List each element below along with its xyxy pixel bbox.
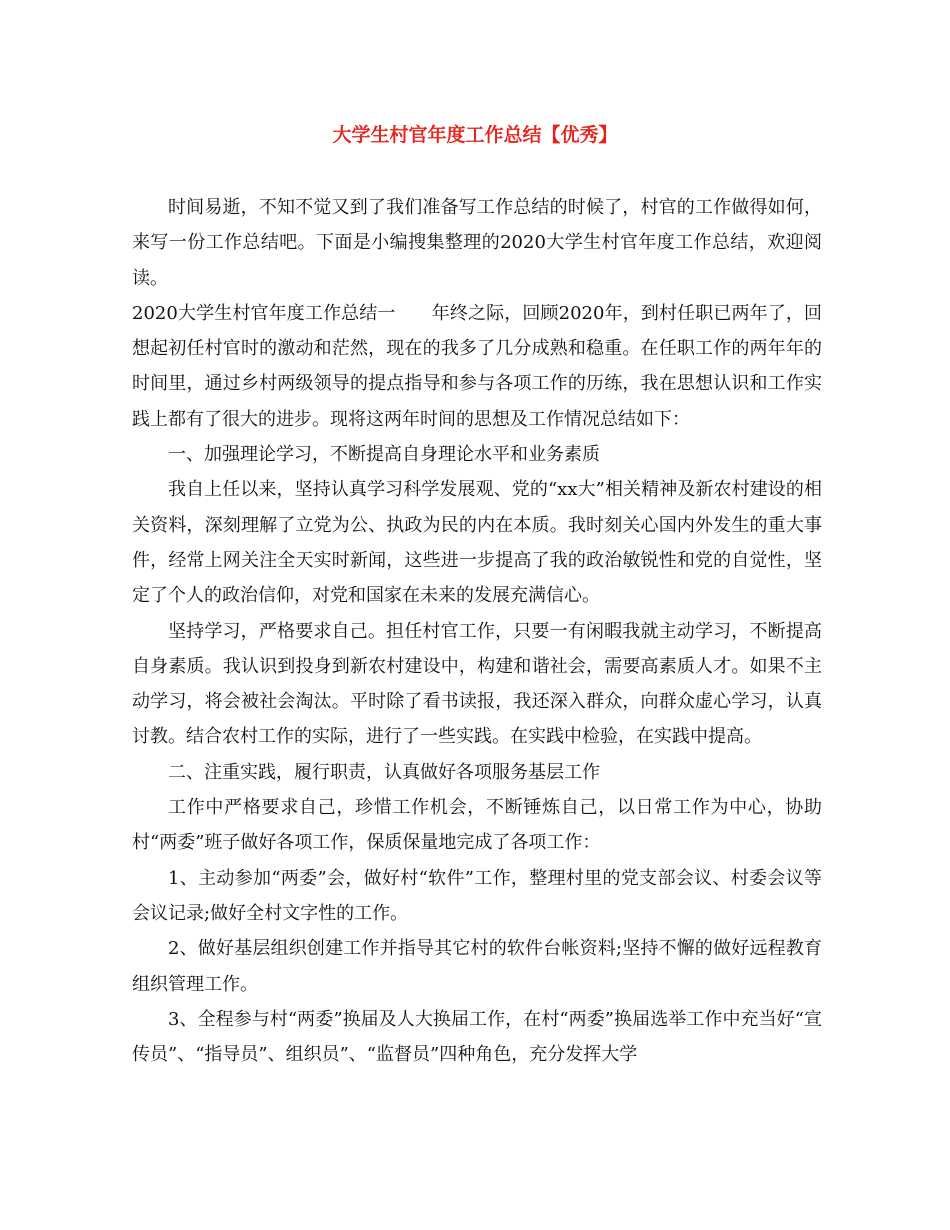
document-title: 大学生村官年度工作总结【优秀】 — [332, 124, 618, 146]
paragraph-study: 我自上任以来，坚持认真学习科学发展观、党的“xx大”相关精神及新农村建设的相关资料，深刻理解了立党为公、执政为民的内在本质。我时刻关心国内外发生的重大事件，经常上网关注全天实时新闻，这些进一步提高了我的政治敏锐性和党的自觉性，坚定了个人的政治信仰，对党和国家在未来的发展充满信心。 — [132, 479, 822, 607]
list-item-3: 3、全程参与村“两委”换届及人大换届工作，在村“两委”换届选举工作中充当好“宣传员”、“指导员”、组织员”、“监督员”四种角色，充分发挥大学 — [132, 1008, 822, 1066]
paragraph-intro: 时间易逝，不知不觉又到了我们准备写工作总结的时候了，村官的工作做得如何，来写一份工作总结吧。下面是小编搜集整理的2020大学生村官年度工作总结，欢迎阅读。 — [132, 197, 822, 289]
paragraph-summary-one: 2020大学生村官年度工作总结一 年终之际，回顾2020年，到村任职已两年了，回想起初任村官时的激动和茫然，现在的我多了几分成熟和稳重。在任职工作的两年年的时间里，通过乡村两级领导的提点指导和参与各项工作的历练，我在思想认识和工作实践上都有了很大的进步。现将这两年时间的思想及工作情况总结如下： — [132, 302, 822, 430]
section-heading-practice: 二、注重实践，履行职责，认真做好各项服务基层工作 — [168, 761, 600, 783]
list-item-2: 2、做好基层组织创建工作并指导其它村的软件台帐资料;坚持不懈的做好远程教育组织管理工作。 — [132, 938, 822, 995]
paragraph-self-discipline: 坚持学习，严格要求自己。担任村官工作，只要一有闲暇我就主动学习，不断提高自身素质。我认识到投身到新农村建设中，构建和谐社会，需要高素质人才。如果不主动学习，将会被社会淘汰。平时除了看书读报，我还深入群众，向群众虚心学习，认真讨教。结合农村工作的实际，进行了一些实践。在实践中检验，在实践中提高。 — [132, 620, 822, 748]
document-body — [132, 190, 822, 1072]
section-heading-theory: 一、加强理论学习，不断提高自身理论水平和业务素质 — [168, 444, 600, 466]
list-item-1: 1、主动参加“两委”会，做好村“软件”工作，整理村里的党支部会议、村委会议等会议记录;做好全村文字性的工作。 — [132, 867, 822, 924]
paragraph-work: 工作中严格要求自己，珍惜工作机会，不断锤炼自己，以日常工作为中心，协助村“两委”班子做好各项工作，保质保量地完成了各项工作： — [132, 797, 822, 854]
